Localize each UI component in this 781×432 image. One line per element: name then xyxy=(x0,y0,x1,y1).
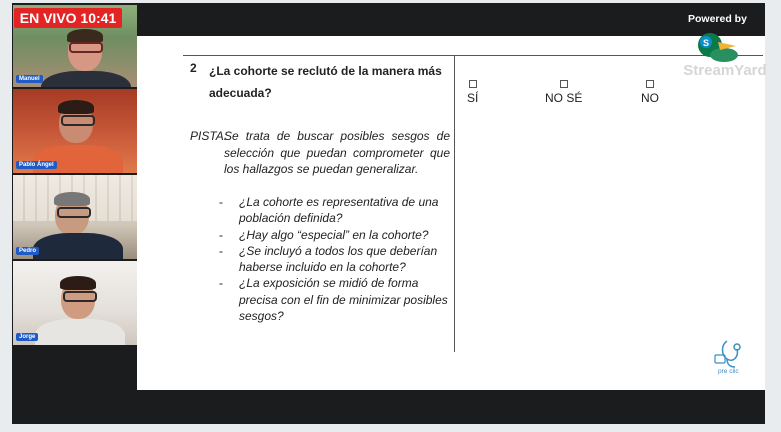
option-label: SÍ xyxy=(467,91,479,105)
option-no[interactable] xyxy=(641,80,659,105)
participant-shirt xyxy=(33,233,123,259)
participant-tile-pedro[interactable] xyxy=(13,175,137,259)
option-no-se[interactable] xyxy=(545,80,582,105)
brand-name: StreamYard xyxy=(683,62,767,79)
participant-hair xyxy=(60,276,96,290)
table-column-divider xyxy=(454,55,455,352)
participant-hair xyxy=(54,192,90,206)
hint-label: PISTA: xyxy=(190,129,228,143)
preclic-text: pre clic xyxy=(718,368,739,375)
list-item: - ¿La exposición se midió de forma precisa con el fin de minimizar posibles sesgos? xyxy=(219,275,451,324)
checkbox-icon[interactable] xyxy=(560,80,568,88)
duck-icon xyxy=(690,30,760,66)
glasses-icon xyxy=(61,115,95,126)
name-tag: Pablo Ángel xyxy=(16,161,57,169)
option-si[interactable] xyxy=(467,80,478,105)
powered-by-label: Powered by xyxy=(688,13,747,25)
svg-text:S: S xyxy=(703,38,710,48)
participant-hair xyxy=(67,29,103,43)
criteria-list xyxy=(219,194,451,324)
checkbox-icon[interactable] xyxy=(646,80,654,88)
hint-block xyxy=(190,128,450,178)
name-tag: Pedro xyxy=(16,247,39,255)
question-number: 2 xyxy=(190,61,197,75)
name-tag: Manuel xyxy=(16,75,43,83)
streamyard-logo xyxy=(683,30,767,80)
live-badge: EN VIVO 10:41 xyxy=(14,8,122,28)
glasses-icon xyxy=(63,291,97,302)
list-item: - ¿Se incluyó a todos los que deberían haberse incluido en la cohorte? xyxy=(219,243,451,276)
hint-text: Se trata de buscar posibles sesgos de selección que puedan comprometer que los hallazgos se puedan generalizar. xyxy=(224,129,450,176)
option-label: NO xyxy=(641,91,659,105)
list-item: - ¿La cohorte es representativa de una población definida? xyxy=(219,194,451,227)
participant-tile-jorge[interactable] xyxy=(13,261,137,345)
glasses-icon xyxy=(69,42,103,53)
preclic-logo xyxy=(713,337,753,379)
participant-tile-pablo[interactable] xyxy=(13,89,137,173)
question-text: ¿La cohorte se reclutó de la manera más adecuada? xyxy=(209,64,442,100)
table-top-rule xyxy=(183,55,763,56)
stethoscope-icon xyxy=(713,337,753,379)
option-label: NO SÉ xyxy=(545,91,583,105)
participant-hair xyxy=(58,100,94,114)
list-item: - ¿Hay algo “especial” en la cohorte? xyxy=(219,227,451,243)
glasses-icon xyxy=(57,207,91,218)
checkbox-icon[interactable] xyxy=(469,80,477,88)
name-tag: Jorge xyxy=(16,333,38,341)
participant-shirt xyxy=(35,319,125,345)
